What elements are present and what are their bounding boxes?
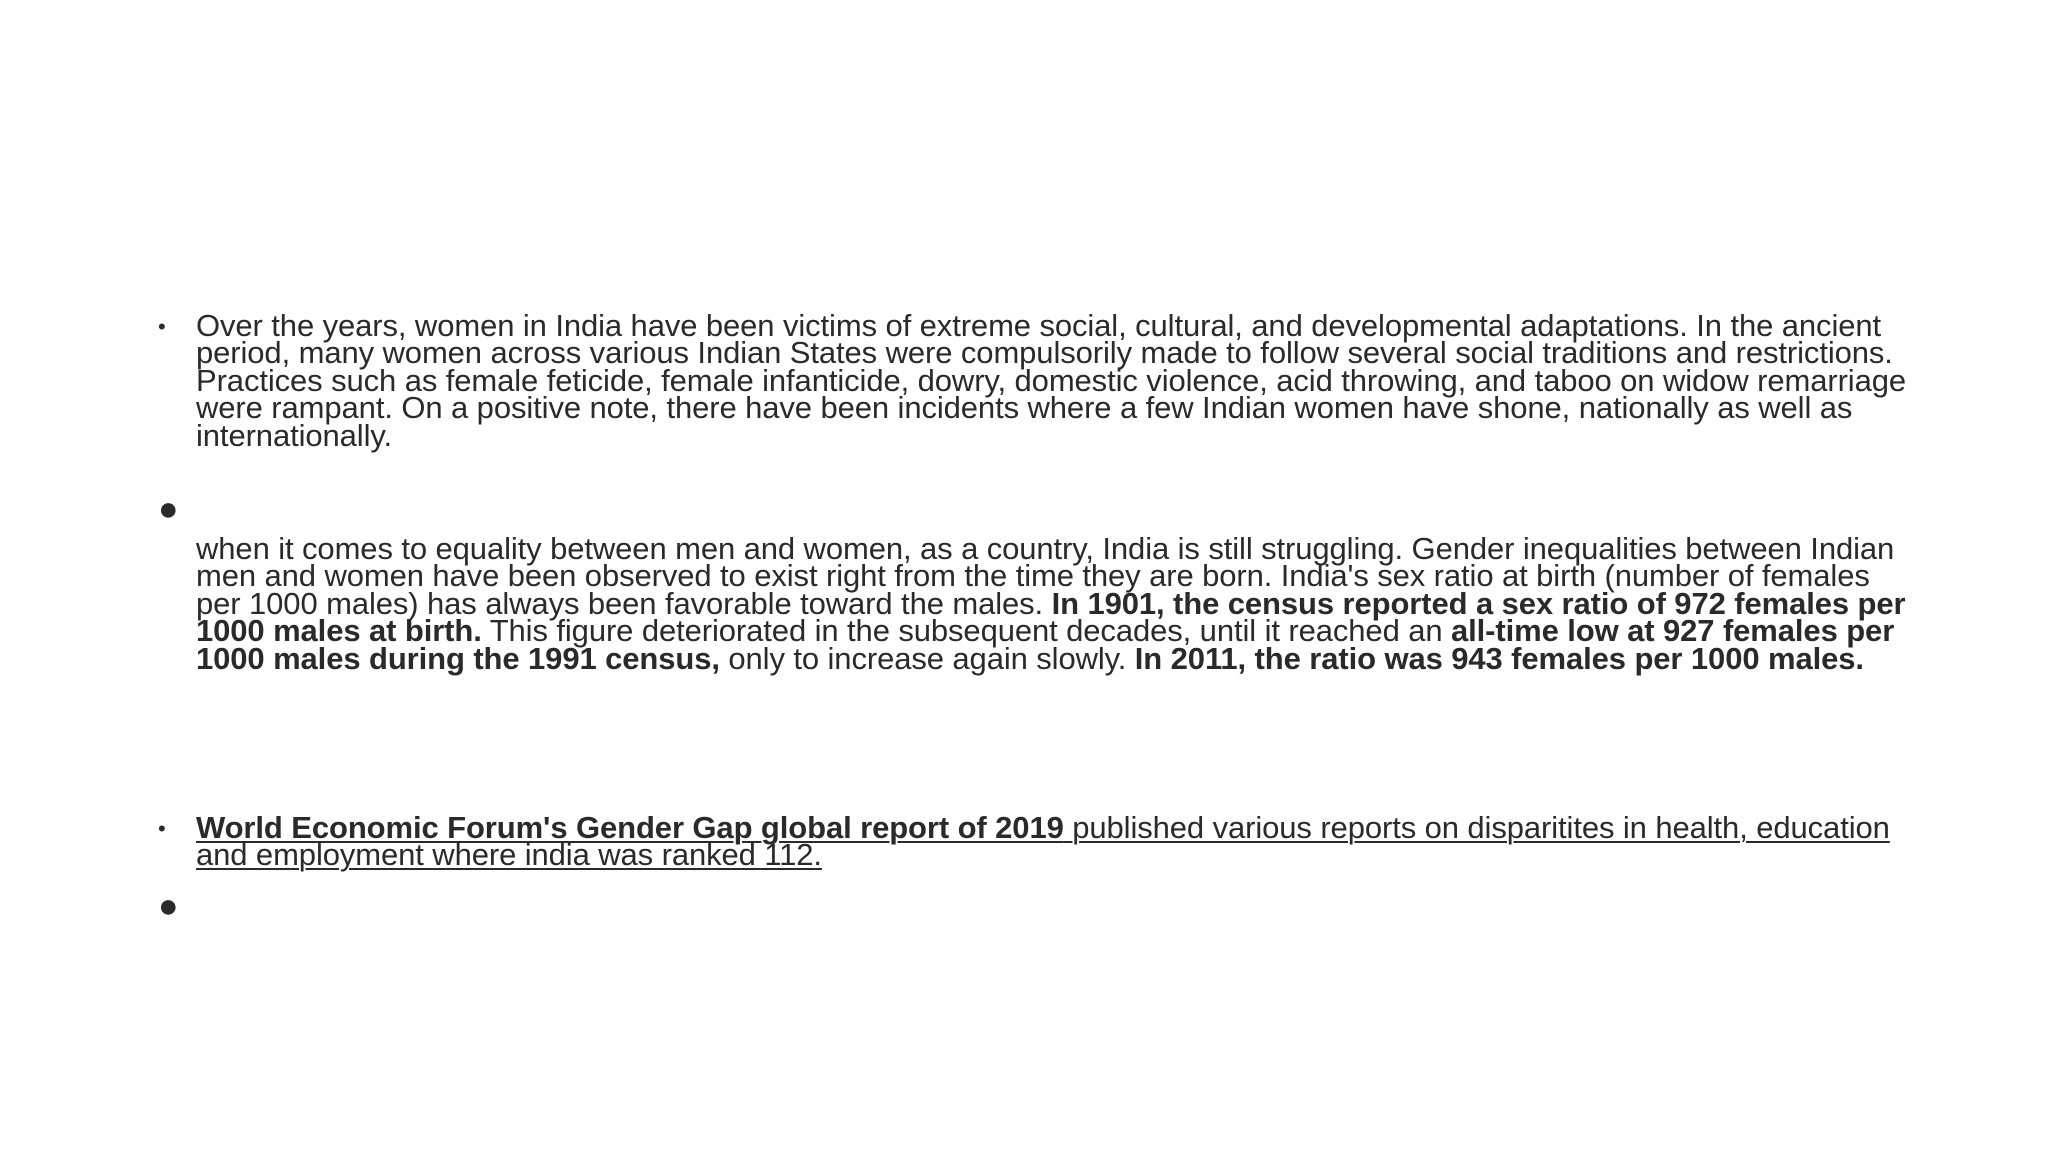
sex-ratio-2011: In 2011, the ratio was 943 females per 1000 males.: [1134, 640, 1864, 676]
bullet-marker: •: [158, 816, 166, 841]
gender-gap-report-title: World Economic Forum's Gender Gap global report of 2019: [196, 810, 1064, 845]
bullet-marker: ●: [158, 490, 179, 528]
bullet-marker: •: [158, 314, 166, 339]
sex-ratio-1901: In 1901, the census reported a sex ratio of 972 females per 1000 males at birth.: [196, 585, 1906, 649]
gender-gap-text: published various reports on disparitites in health, education and employment where india was ranked 112.: [196, 810, 1890, 873]
paragraph-history: Over the years, women in India have been victims of extreme social, cultural, and developmental adaptations. In the ancient period, many women across various Indian States were compulsorily made to follow several social traditions and restrictions. Practices such as female feticide, female infanticide, dowry, domestic violence, acid throwing, and taboo on widow remarriage were rampant. On a positive note, there have been incidents where a few Indian women have shone, nationally as well as internationally.: [196, 308, 1906, 453]
sex-ratio-text-1: when it comes to equality between men and women, as a country, India is still struggling. Gender inequalities between Indian men and women have been observed to exist right from the time they are born. India's sex ratio at birth (number of females per 1000 males) has always been favorable toward the males.: [196, 531, 1895, 621]
sex-ratio-1991: all-time low at 927 females per 1000 males during the 1991 census,: [196, 613, 1895, 676]
sex-ratio-text-3: only to increase again slowly.: [719, 640, 1135, 676]
sex-ratio-text-2: This figure deteriorated in the subsequent decades, until it reached an: [481, 613, 1452, 649]
bullet-marker: ●: [158, 887, 179, 925]
paragraph-gender-gap: [196, 810, 1896, 873]
paragraph-sex-ratio: [196, 531, 1916, 676]
